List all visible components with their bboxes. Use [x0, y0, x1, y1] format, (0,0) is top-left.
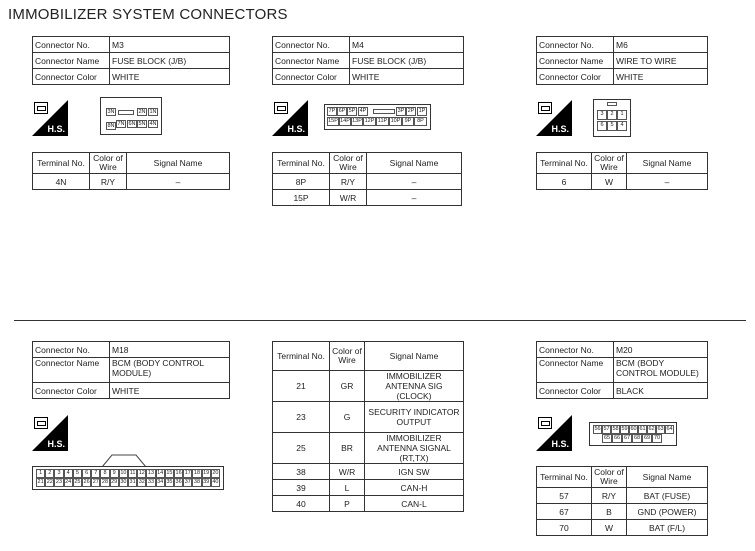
pin: 40: [212, 479, 219, 485]
pin: 23: [55, 479, 63, 485]
pin: 8N: [107, 123, 115, 129]
connector-no-value: M3: [110, 37, 230, 53]
harness-side-icon: H.S.: [536, 415, 572, 451]
m18-connector-diagram: [32, 466, 224, 490]
m6-connector-diagram: 3 2 1 6 5 4: [593, 99, 631, 137]
key-slot: [118, 110, 134, 115]
m3-info-table: [32, 36, 230, 85]
connector-color-label: Connector Color: [33, 69, 110, 85]
m4-connector-diagram: 7P 6P 5P 4P 3P 2P 1P 15P 14P 13P 12P 11P 10P 9P 8P: [324, 104, 431, 130]
harness-side-icon: H.S.: [536, 100, 572, 136]
pin: 7: [91, 469, 100, 478]
table-row: 8P R/Y –: [273, 174, 462, 190]
m20-connector-diagram: [589, 422, 677, 446]
pin: 6: [82, 469, 91, 478]
pin: 33: [147, 479, 155, 485]
pin: 59: [621, 426, 628, 432]
pin: 31: [129, 479, 136, 485]
pin: 34: [157, 479, 164, 485]
pin: 62: [648, 426, 655, 432]
pin: 22: [46, 479, 53, 485]
pin: 3: [54, 469, 63, 478]
m18-terminal-table: Terminal No. Color of Wire Signal Name 21 GR IMMOBILIZER ANTENNA SIG (CLOCK) 23 G SECURITY INDICATOR OUTPUT 25 BR IMMOBILIZER ANTENNA SIGNAL (RT,TX) 38 W/R IGN SW 39 L CAN-H 40 P CAN-L: [272, 341, 464, 512]
pin: 14: [157, 470, 164, 476]
table-row: 67 B GND (POWER): [537, 504, 708, 520]
pin: 16: [175, 470, 182, 476]
m4-info-table: Connector No. M4 Connector Name FUSE BLOCK (J/B) Connector Color WHITE: [272, 36, 464, 85]
table-row: 21 GR IMMOBILIZER ANTENNA SIG (CLOCK): [273, 371, 464, 402]
pin: 61: [639, 426, 646, 432]
pin: 7N: [117, 121, 125, 127]
connector-color-value: WHITE: [110, 69, 230, 85]
pin: 2N: [138, 109, 146, 115]
pin: 4: [64, 469, 73, 478]
table-row: 4N R/Y –: [33, 174, 230, 190]
pin: 30: [120, 479, 127, 485]
pin: 17: [184, 470, 191, 476]
m4-terminal-table: Terminal No. Color of Wire Signal Name 8P R/Y – 15P W/R –: [272, 152, 462, 206]
pin: 25: [74, 479, 81, 485]
pin: 28: [101, 479, 109, 485]
table-row: 39 L CAN-H: [273, 480, 464, 496]
pin: 24: [65, 479, 72, 485]
m18-info-table: Connector No. M18 Connector Name BCM (BODY CONTROL MODULE) Connector Color WHITE: [32, 341, 230, 399]
pin: 56: [594, 426, 601, 432]
harness-side-icon: H.S.: [32, 100, 68, 136]
section-divider: [14, 320, 746, 321]
pin: 18: [193, 470, 201, 476]
pin: 67: [623, 435, 631, 441]
pin: 64: [666, 426, 673, 432]
pin: 58: [612, 426, 619, 432]
pin: 32: [138, 479, 145, 485]
pin: 68: [633, 435, 641, 441]
m20-terminal-table: Terminal No. Color of Wire Signal Name 57 R/Y BAT (FUSE) 67 B GND (POWER) 70 W BAT (F/L): [536, 466, 708, 536]
pin: 12: [138, 470, 145, 476]
pin: 2: [45, 469, 54, 478]
pin: 1N: [149, 109, 157, 115]
pin: 66: [613, 435, 621, 441]
pin: 20: [212, 470, 219, 476]
m6-terminal-table: Terminal No. Color of Wire Signal Name 6 W –: [536, 152, 708, 190]
pin: 10: [120, 470, 127, 476]
pin: 26: [83, 479, 90, 485]
pin: 11: [129, 470, 136, 476]
m3-terminal-table: Terminal No. Color of Wire Signal Name 4N R/Y –: [32, 152, 230, 190]
pin: 29: [111, 479, 118, 485]
pin: 8: [100, 469, 109, 478]
pin: 13: [147, 470, 155, 476]
pin: 5N: [138, 121, 146, 127]
pin: 1: [36, 469, 45, 478]
m3-connector-diagram: [100, 97, 162, 135]
table-row: 40 P CAN-L: [273, 496, 464, 512]
table-row: 25 BR IMMOBILIZER ANTENNA SIGNAL (RT,TX): [273, 433, 464, 464]
connector-no-label: Connector No.: [33, 37, 110, 53]
pin: 4N: [149, 121, 157, 127]
m6-info-table: Connector No. M6 Connector Name WIRE TO WIRE Connector Color WHITE: [536, 36, 708, 85]
harness-side-icon: H.S.: [272, 100, 308, 136]
page-title: IMMOBILIZER SYSTEM CONNECTORS: [8, 6, 288, 23]
pin: 9: [110, 469, 119, 478]
pin: 3N: [107, 109, 115, 115]
m20-info-table: Connector No. M20 Connector Name BCM (BODY CONTROL MODULE) Connector Color BLACK: [536, 341, 708, 399]
pin: 39: [203, 479, 210, 485]
harness-side-icon: H.S.: [32, 415, 68, 451]
table-row: 70 W BAT (F/L): [537, 520, 708, 536]
pin: 19: [203, 470, 210, 476]
table-row: 6 W –: [537, 174, 708, 190]
pin: 70: [653, 435, 661, 441]
key-slot: [607, 102, 617, 106]
pin: 6N: [128, 121, 136, 127]
pin: 5: [73, 469, 82, 478]
table-row: 38 W/R IGN SW: [273, 464, 464, 480]
pin: 69: [643, 435, 651, 441]
pin: 63: [657, 426, 664, 432]
pin: 35: [166, 479, 173, 485]
table-row: 23 G SECURITY INDICATOR OUTPUT: [273, 402, 464, 433]
pin: 57: [603, 426, 610, 432]
pin: 60: [630, 426, 637, 432]
key-slot: [373, 109, 395, 114]
table-row: 15P W/R –: [273, 190, 462, 206]
pin: 15: [166, 470, 173, 476]
pin: 38: [193, 479, 201, 485]
table-row: 57 R/Y BAT (FUSE): [537, 488, 708, 504]
pin: 65: [603, 435, 611, 441]
pin: 36: [175, 479, 182, 485]
pin: 21: [37, 479, 44, 485]
connector-name-value: FUSE BLOCK (J/B): [110, 53, 230, 69]
pin: 37: [184, 479, 191, 485]
pin: 27: [92, 479, 99, 485]
connector-name-label: Connector Name: [33, 53, 110, 69]
